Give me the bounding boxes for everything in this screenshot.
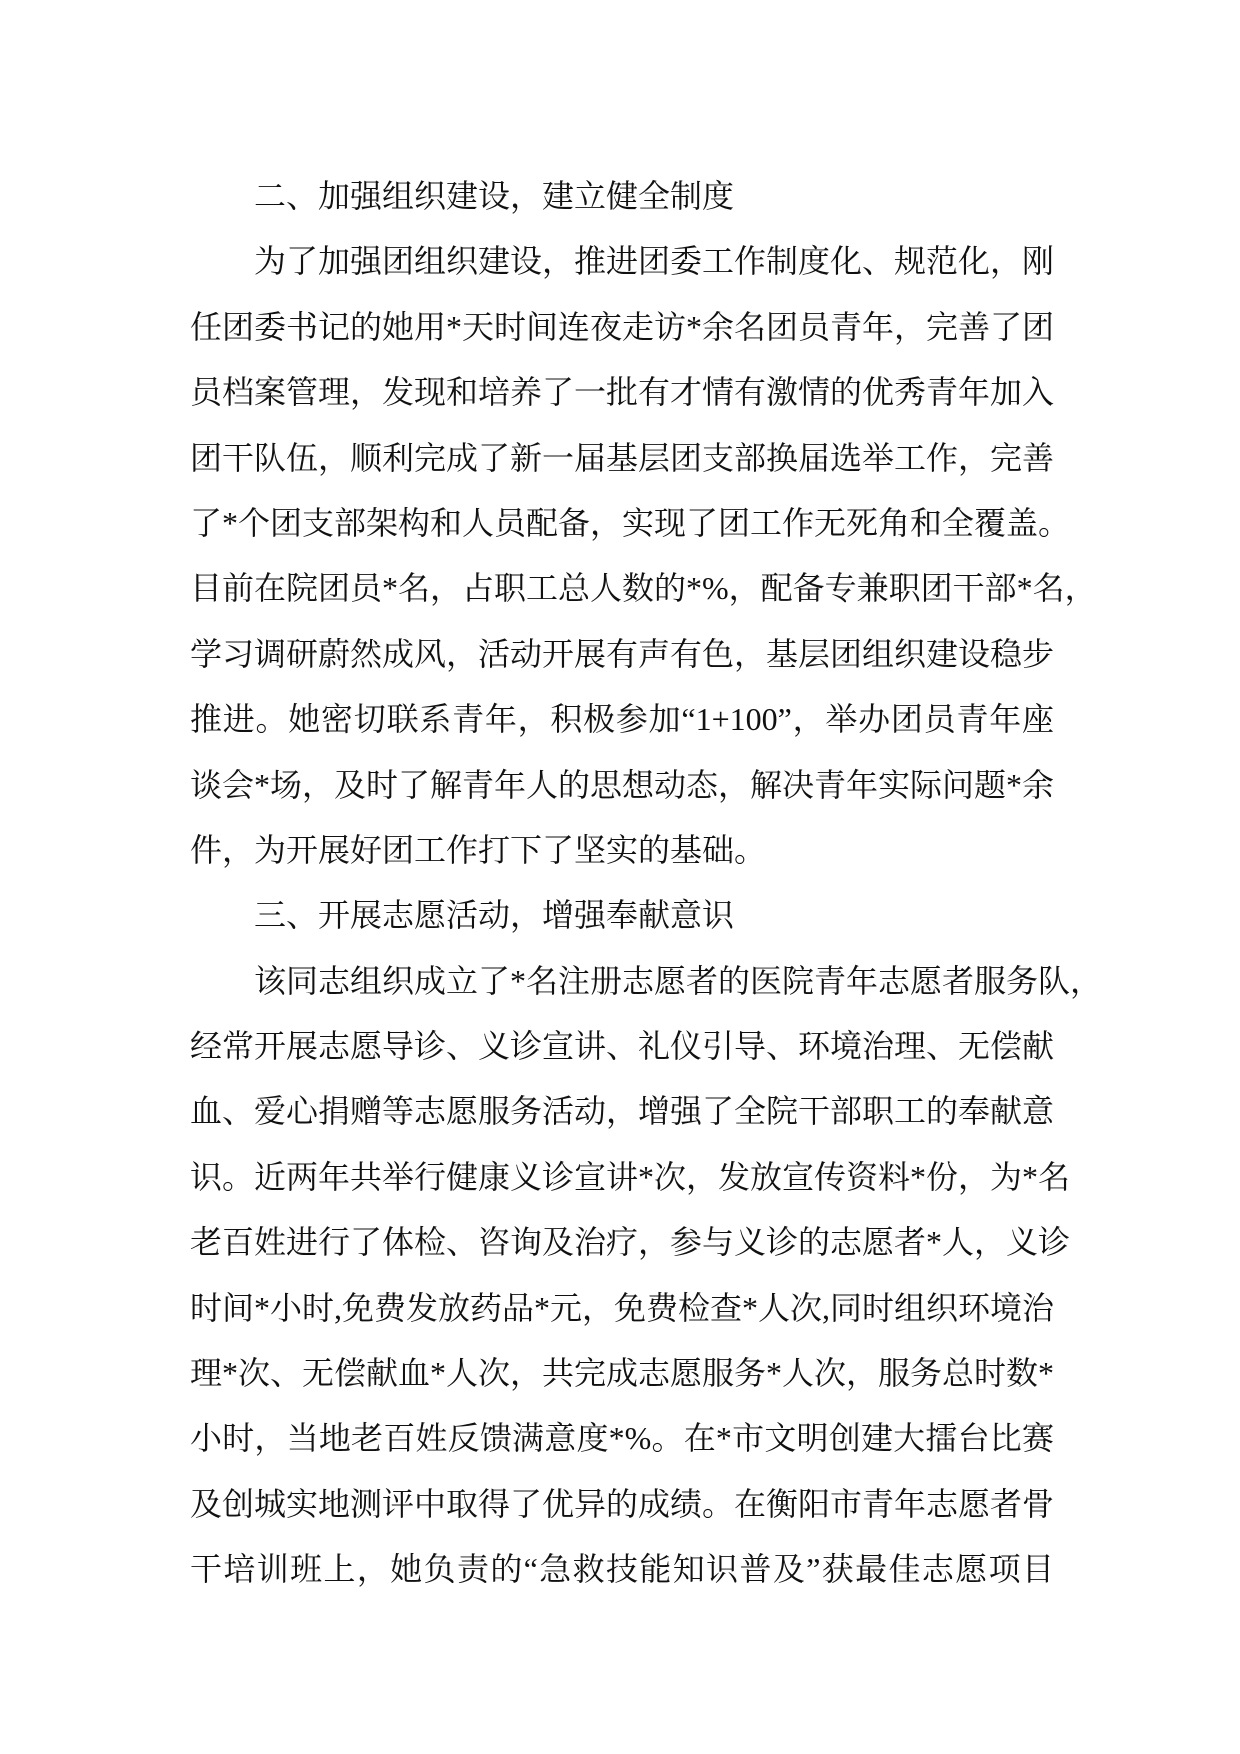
paragraph-line: 干培训班上，她负责的“急救技能知识普及”获最佳志愿项目 <box>190 1551 1054 1588</box>
paragraph-line: 学习调研蔚然成风，活动开展有声有色，基层团组织建设稳步 <box>190 635 1055 672</box>
paragraph-line: 理*次、无偿献血*人次，共完成志愿服务*人次，服务总时数* <box>190 1355 1055 1392</box>
paragraph-line: 了*个团支部架构和人员配备，实现了团工作无死角和全覆盖。 <box>190 504 1071 541</box>
paragraph-line: 为了加强团组织建设，推进团委工作制度化、规范化，刚 <box>254 243 1055 280</box>
paragraph-line: 目前在院团员*名，占职工总人数的*%，配备专兼职团干部*名， <box>190 570 1097 607</box>
paragraph-line: 任团委书记的她用*天时间连夜走访*余名团员青年，完善了团 <box>190 308 1055 345</box>
section-heading-volunteer: 三、开展志愿活动，增强奉献意识 <box>254 897 735 934</box>
section-heading-organization: 二、加强组织建设，建立健全制度 <box>254 178 735 214</box>
paragraph-line: 及创城实地测评中取得了优异的成绩。在衡阳市青年志愿者骨 <box>190 1485 1055 1522</box>
paragraph-line: 件，为开展好团工作打下了坚实的基础。 <box>190 831 767 868</box>
paragraph-line: 谈会*场，及时了解青年人的思想动态，解决青年实际问题*余 <box>190 766 1055 803</box>
paragraph-line: 血、爱心捐赠等志愿服务活动，增强了全院干部职工的奉献意 <box>190 1093 1055 1130</box>
paragraph-line: 该同志组织成立了*名注册志愿者的医院青年志愿者服务队， <box>254 962 1103 999</box>
paragraph-line: 员档案管理，发现和培养了一批有才情有激情的优秀青年加入 <box>190 374 1055 411</box>
paragraph-line: 识。近两年共举行健康义诊宣讲*次，发放宣传资料*份，为*名 <box>190 1158 1071 1195</box>
paragraph-line: 团干队伍，顺利完成了新一届基层团支部换届选举工作，完善 <box>190 439 1055 476</box>
paragraph-line: 时间*小时,免费发放药品*元，免费检查*人次,同时组织环境治 <box>190 1289 1055 1326</box>
document-body <box>190 164 1103 1603</box>
paragraph-line: 老百姓进行了体检、咨询及治疗，参与义诊的志愿者*人，义诊 <box>190 1224 1071 1261</box>
paragraph-line: 推进。她密切联系青年，积极参加“1+100”，举办团员青年座 <box>190 701 1054 738</box>
paragraph-line: 小时，当地老百姓反馈满意度*%。在*市文明创建大擂台比赛 <box>190 1420 1054 1457</box>
paragraph-line: 经常开展志愿导诊、义诊宣讲、礼仪引导、环境治理、无偿献 <box>190 1028 1055 1065</box>
